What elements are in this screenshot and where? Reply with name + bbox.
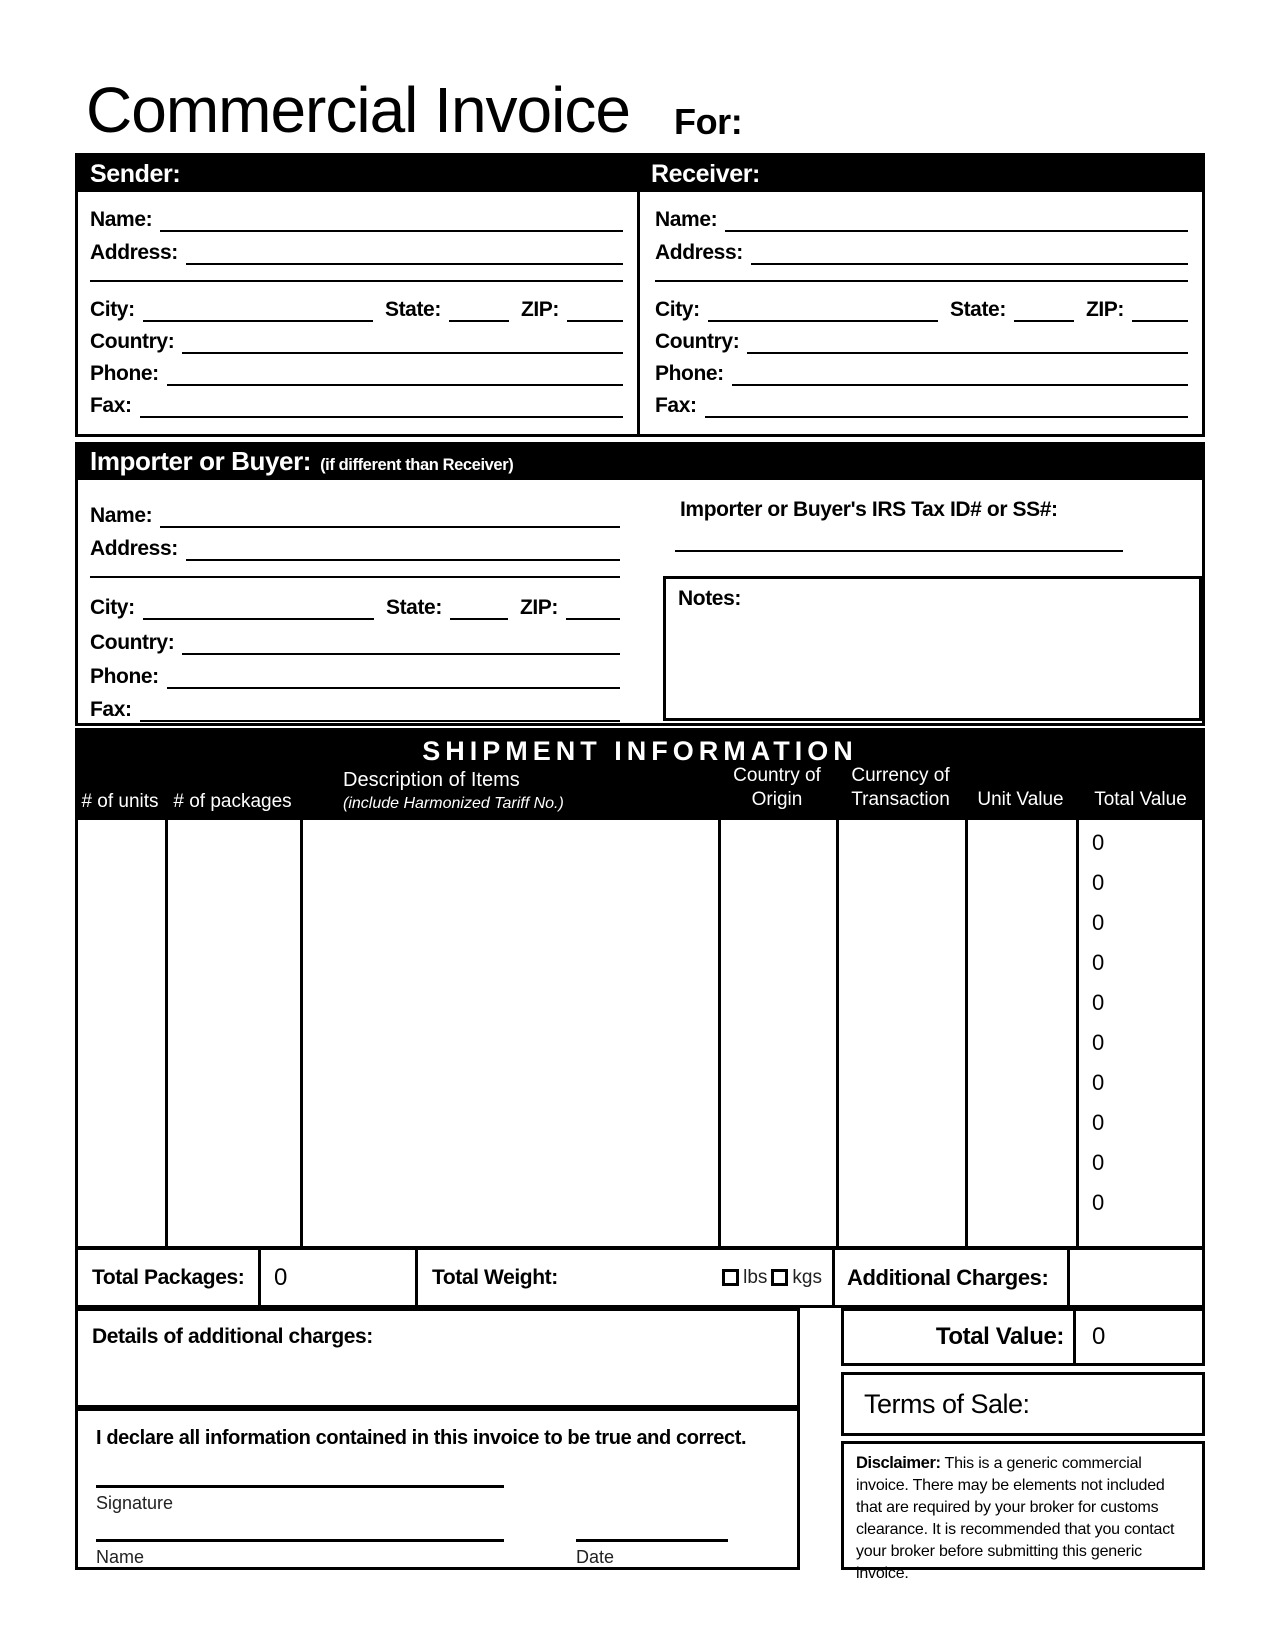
col-header-country-line1: Country of: [733, 765, 821, 786]
total-packages-label: Total Packages:: [92, 1265, 245, 1289]
total-value-value-cell[interactable]: [1076, 1311, 1202, 1363]
sender-address-field[interactable]: [186, 243, 623, 265]
disclaimer-box: [841, 1441, 1205, 1582]
receiver-phone-field[interactable]: [732, 364, 1188, 386]
terms-of-sale-label: Terms of Sale:: [864, 1388, 1030, 1419]
importer-address2-field[interactable]: [90, 576, 620, 578]
terms-of-sale-box[interactable]: [841, 1372, 1205, 1436]
total-value-cell[interactable]: 0: [1092, 910, 1105, 935]
kgs-checkbox[interactable]: [771, 1269, 788, 1286]
sender-fax-label: Fax:: [90, 394, 132, 417]
sender-city-label: City:: [90, 298, 135, 321]
declaration-box: [75, 1408, 800, 1570]
weight-unit-group: [722, 1267, 822, 1289]
sender-phone-field[interactable]: [167, 364, 623, 386]
receiver-address-field[interactable]: [751, 243, 1188, 265]
importer-tax-id-label: Importer or Buyer's IRS Tax ID# or SS#:: [680, 498, 1058, 521]
page-title: Commercial Invoice: [86, 74, 630, 146]
total-value-cell[interactable]: 0: [1092, 1070, 1105, 1095]
total-value-cell[interactable]: 0: [1092, 1030, 1105, 1055]
sender-receiver-section: [75, 192, 1205, 437]
for-label: For:: [674, 101, 743, 142]
table-divider-2: [300, 820, 303, 1246]
receiver-section-title: Receiver:: [651, 160, 760, 188]
additional-charges-label-cell: [835, 1250, 1070, 1305]
total-value-label: Total Value:: [935, 1323, 1064, 1350]
receiver-name-label: Name:: [655, 208, 718, 231]
receiver-column: [655, 192, 1188, 434]
col-header-country: [718, 764, 836, 812]
shipment-table-body[interactable]: [75, 820, 1205, 1250]
col-header-total-value: Total Value: [1094, 789, 1187, 810]
importer-country-label: Country:: [90, 631, 175, 654]
disclaimer-label: Disclaimer:: [856, 1454, 941, 1472]
col-header-currency-line2: Transaction: [851, 789, 950, 810]
declaration-statement: I declare all information contained in this invoice to be true and correct.: [96, 1427, 747, 1449]
importer-section-note: (if different than Receiver): [320, 456, 514, 474]
total-value-cell[interactable]: 0: [1092, 990, 1105, 1015]
receiver-fax-label: Fax:: [655, 394, 697, 417]
sender-country-label: Country:: [90, 330, 175, 353]
total-packages-value: 0: [274, 1263, 288, 1291]
importer-tax-id-field[interactable]: [675, 550, 1123, 552]
disclaimer-text: [856, 1452, 1190, 1585]
importer-section-title: Importer or Buyer:: [90, 446, 312, 476]
sender-zip-label: ZIP:: [520, 298, 559, 321]
sender-section-title: Sender:: [90, 160, 181, 188]
total-value-value: 0: [1092, 1323, 1106, 1350]
importer-city-label: City:: [90, 596, 135, 619]
receiver-state-label: State:: [949, 298, 1006, 321]
col-header-currency-line1: Currency of: [851, 765, 950, 786]
table-divider-1: [165, 820, 168, 1246]
sender-address-label: Address:: [90, 241, 178, 264]
total-value-cell[interactable]: 0: [1092, 830, 1105, 855]
notes-box[interactable]: [663, 576, 1202, 721]
sender-country-field[interactable]: [182, 332, 623, 354]
signature-line[interactable]: [96, 1485, 504, 1488]
total-packages-value-cell[interactable]: [261, 1250, 418, 1305]
additional-charges-label: Additional Charges:: [847, 1264, 1049, 1290]
total-value-label-cell: [844, 1311, 1076, 1363]
receiver-fax-field[interactable]: [705, 396, 1188, 418]
importer-zip-field[interactable]: [566, 598, 620, 620]
receiver-country-field[interactable]: [747, 332, 1188, 354]
total-weight-cell[interactable]: [418, 1250, 835, 1305]
receiver-phone-label: Phone:: [655, 362, 724, 385]
importer-address-field[interactable]: [186, 539, 620, 561]
importer-phone-label: Phone:: [90, 665, 159, 688]
receiver-address2-field[interactable]: [655, 280, 1188, 282]
total-value-cell[interactable]: 0: [1092, 1150, 1105, 1175]
receiver-city-field[interactable]: [708, 300, 938, 322]
name-line[interactable]: [96, 1539, 504, 1542]
sender-receiver-header-bar: [75, 153, 1205, 192]
importer-phone-field[interactable]: [167, 667, 620, 689]
date-label: Date: [576, 1547, 615, 1567]
sender-name-field[interactable]: [160, 210, 623, 232]
receiver-country-label: Country:: [655, 330, 740, 353]
importer-state-field[interactable]: [450, 598, 508, 620]
total-value-cell[interactable]: 0: [1092, 1190, 1105, 1215]
receiver-address-label: Address:: [655, 241, 743, 264]
notes-label: Notes:: [678, 587, 741, 610]
shipment-section-title: SHIPMENT INFORMATION: [422, 736, 858, 766]
sender-state-label: State:: [384, 298, 441, 321]
total-packages-label-cell: [78, 1250, 261, 1305]
table-divider-6: [1076, 820, 1079, 1246]
disclaimer-body: This is a generic commercial invoice. There may be elements not included that are required by your broker for customs clearance. It is recommended that you contact your broker before submitting this generic invoice.: [856, 1455, 1175, 1582]
details-of-charges-box[interactable]: [75, 1308, 800, 1408]
sender-state-field[interactable]: [449, 300, 509, 322]
importer-zip-label: ZIP:: [519, 596, 558, 619]
details-of-charges-label: Details of additional charges:: [92, 1325, 373, 1348]
receiver-city-label: City:: [655, 298, 700, 321]
col-header-currency: [836, 764, 965, 812]
importer-header-bar: [75, 442, 1205, 480]
receiver-zip-field[interactable]: [1132, 300, 1188, 322]
lbs-label: lbs: [743, 1266, 768, 1288]
receiver-name-field[interactable]: [725, 210, 1188, 232]
importer-name-field[interactable]: [160, 506, 620, 528]
col-header-description-note: (include Harmonized Tariff No.): [343, 795, 564, 812]
importer-address-label: Address:: [90, 537, 178, 560]
col-header-packages: # of packages: [173, 791, 292, 812]
table-divider-5: [965, 820, 968, 1246]
col-header-description: [343, 768, 743, 816]
lbs-checkbox[interactable]: [722, 1269, 739, 1286]
importer-fax-label: Fax:: [90, 698, 132, 721]
sender-address2-field[interactable]: [90, 280, 623, 282]
sender-zip-field[interactable]: [567, 300, 623, 322]
table-divider-4: [836, 820, 839, 1246]
importer-state-label: State:: [385, 596, 442, 619]
sender-receiver-divider: [637, 192, 640, 434]
receiver-zip-label: ZIP:: [1085, 298, 1124, 321]
importer-name-label: Name:: [90, 504, 153, 527]
totals-row: [75, 1250, 1205, 1308]
col-header-description-main: Description of Items: [343, 769, 520, 791]
date-line[interactable]: [576, 1539, 728, 1542]
importer-country-field[interactable]: [182, 633, 620, 655]
total-value-row: [841, 1308, 1205, 1366]
col-header-units: # of units: [81, 791, 159, 812]
shipment-header-band: [75, 728, 1205, 820]
importer-column: [90, 480, 620, 723]
sender-name-label: Name:: [90, 208, 153, 231]
name-label: Name: [96, 1547, 145, 1567]
sender-phone-label: Phone:: [90, 362, 159, 385]
sender-city-field[interactable]: [143, 300, 373, 322]
sender-fax-field[interactable]: [140, 396, 623, 418]
col-header-country-line2: Origin: [751, 789, 803, 810]
importer-fax-field[interactable]: [140, 700, 620, 722]
total-weight-label: Total Weight:: [432, 1265, 558, 1289]
additional-charges-value-cell[interactable]: [1070, 1250, 1202, 1305]
signature-label: Signature: [96, 1493, 174, 1513]
kgs-label: kgs: [792, 1266, 822, 1288]
sender-column: [90, 192, 623, 434]
total-value-cell[interactable]: 0: [1092, 950, 1105, 975]
receiver-state-field[interactable]: [1014, 300, 1074, 322]
total-value-cell[interactable]: 0: [1092, 1110, 1105, 1135]
importer-city-field[interactable]: [143, 598, 374, 620]
table-divider-3: [718, 820, 721, 1246]
importer-section: [75, 480, 1205, 726]
total-value-cell[interactable]: 0: [1092, 870, 1105, 895]
col-header-unit-value: Unit Value: [977, 789, 1064, 810]
